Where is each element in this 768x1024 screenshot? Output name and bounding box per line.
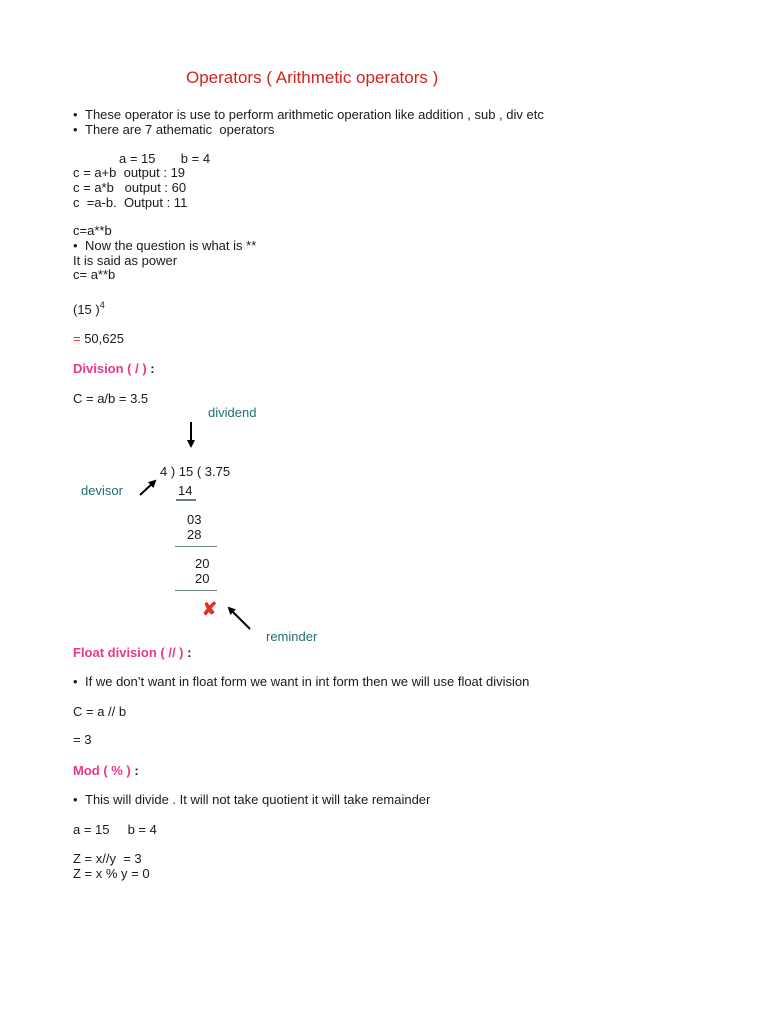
power-expression: c=a**b [73, 223, 112, 238]
mod-heading-colon: : [130, 763, 139, 778]
mod-bullet: • This will divide . It will not take quotient it will take remainder [73, 792, 431, 807]
example-multiply: c = a*b output : 60 [73, 180, 187, 195]
long-division-step3b: 20 [195, 571, 210, 586]
mod-line-1: Z = x//y = 3 [73, 851, 142, 866]
equals-sign: = [73, 331, 81, 346]
intro-bullet-1: • These operator is use to perform arithmetic operation like addition , sub , div etc [73, 107, 544, 122]
power-answer: It is said as power [73, 253, 178, 268]
power-question-text: Now the question is what is ** [85, 238, 257, 253]
division-underline-3 [175, 590, 217, 591]
power-base-text: (15 ) [73, 302, 100, 317]
intro-bullet-1-text: These operator is use to perform arithmetic operation like addition , sub , div etc [85, 107, 544, 122]
float-division-heading-text: Float division ( // ) [73, 645, 184, 660]
intro-bullet-2: • There are 7 athematic operators [73, 122, 275, 137]
mod-bullet-text: This will divide . It will not take quotient it will take remainder [85, 792, 431, 807]
divisor-label: devisor [81, 483, 123, 498]
float-division-result: = 3 [73, 732, 92, 747]
example-add: c = a+b output : 19 [73, 165, 186, 180]
long-division-step2b: 28 [187, 527, 202, 542]
remainder-label: reminder [266, 629, 318, 644]
power-result-value: 50,625 [80, 331, 124, 346]
division-underline-1 [176, 499, 196, 501]
variables-line: a = 15 b = 4 [119, 151, 211, 166]
float-division-bullet: • If we don’t want in float form we want in int form then we will use float division [73, 674, 530, 689]
intro-bullet-2-text: There are 7 athematic operators [85, 122, 275, 137]
mod-heading [73, 763, 139, 778]
page-title: Operators ( Arithmetic operators ) [186, 68, 439, 87]
remainder-arrow [229, 608, 250, 629]
cross-mark-icon: ✘ [202, 599, 218, 619]
float-division-bullet-text: If we don’t want in float form we want in int form then we will use float division [85, 674, 530, 689]
float-division-heading-colon: : [183, 645, 192, 660]
division-result: C = a/b = 3.5 [73, 391, 149, 406]
mod-heading-text: Mod ( % ) [73, 763, 131, 778]
divisor-arrow [140, 481, 155, 495]
long-division-step2a: 03 [187, 512, 202, 527]
long-division-step1: 14 [178, 483, 193, 498]
mod-variables-line: a = 15 b = 4 [73, 822, 157, 837]
power-exponent: 4 [99, 300, 105, 310]
power-question: • Now the question is what is ** [73, 238, 257, 253]
division-underline-2 [175, 546, 217, 547]
long-division-step3a: 20 [195, 556, 210, 571]
division-heading-colon: : [146, 361, 155, 376]
long-division-header: 4 ) 15 ( 3.75 [160, 464, 231, 479]
dividend-label: dividend [208, 405, 257, 420]
power-expression-2: c= a**b [73, 267, 116, 282]
example-subtract: c =a-b. Output : 11 [73, 195, 188, 210]
float-division-heading [73, 645, 191, 660]
mod-line-2: Z = x % y = 0 [73, 866, 150, 881]
division-heading-text: Division ( / ) [73, 361, 147, 376]
float-division-expression: C = a // b [73, 704, 127, 719]
